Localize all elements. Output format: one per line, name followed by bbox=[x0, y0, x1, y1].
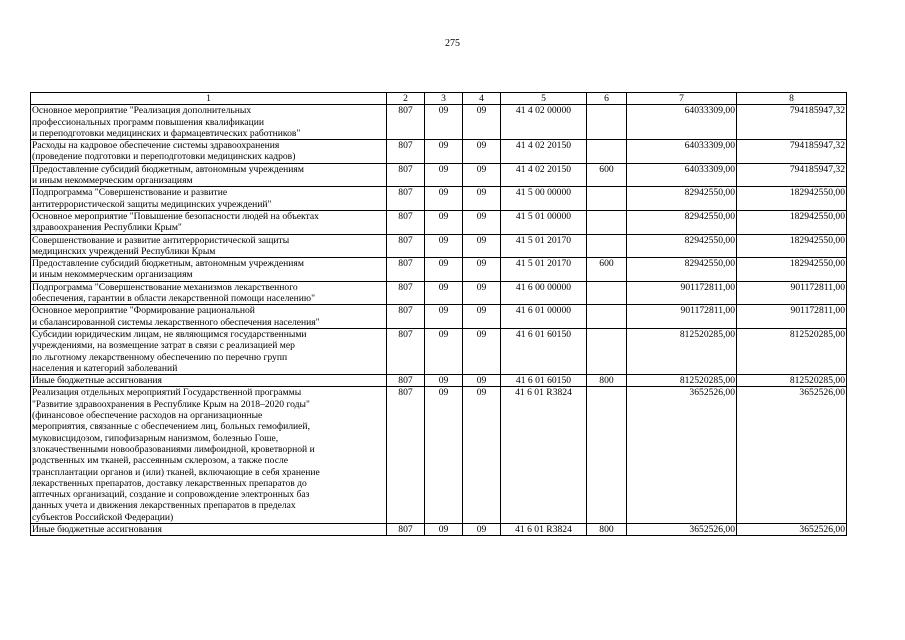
section-code-cell: 09 bbox=[425, 258, 463, 282]
subsection-code-cell: 09 bbox=[463, 234, 501, 258]
amount-year2-cell: 901172811,00 bbox=[737, 305, 847, 329]
row-name-cell: Иные бюджетные ассигнования bbox=[31, 523, 387, 535]
budget-table bbox=[30, 92, 847, 536]
table-body bbox=[31, 105, 847, 536]
section-code-cell: 09 bbox=[425, 234, 463, 258]
table-row bbox=[31, 105, 847, 140]
table-row bbox=[31, 523, 847, 535]
amount-year2-cell: 182942550,00 bbox=[737, 234, 847, 258]
amount-year2-cell: 794185947,32 bbox=[737, 163, 847, 187]
target-article-cell: 41 4 02 20150 bbox=[501, 163, 587, 187]
amount-year2-cell: 812520285,00 bbox=[737, 328, 847, 374]
header-cell: 3 bbox=[425, 93, 463, 105]
ministry-code-cell: 807 bbox=[387, 305, 425, 329]
section-code-cell: 09 bbox=[425, 523, 463, 535]
amount-year2-cell: 3652526,00 bbox=[737, 523, 847, 535]
target-article-cell: 41 5 01 00000 bbox=[501, 210, 587, 234]
ministry-code-cell: 807 bbox=[387, 523, 425, 535]
target-article-cell: 41 5 00 00000 bbox=[501, 187, 587, 211]
row-name-cell: Основное мероприятие "Формирование рациональной и сбалансированной системы лекарственного обеспечения населения" bbox=[31, 305, 387, 329]
section-code-cell: 09 bbox=[425, 305, 463, 329]
table-row bbox=[31, 328, 847, 374]
amount-year2-cell: 3652526,00 bbox=[737, 387, 847, 524]
row-name-cell: Основное мероприятие "Повышение безопасности людей на объектах здравоохранения Республики Крым" bbox=[31, 210, 387, 234]
table-row bbox=[31, 387, 847, 524]
amount-year1-cell: 82942550,00 bbox=[627, 234, 737, 258]
table-row bbox=[31, 375, 847, 387]
row-name-cell: Подпрограмма "Совершенствование и развитие антитеррористической защиты медицинских учреждений" bbox=[31, 187, 387, 211]
row-name-cell: Совершенствование и развитие антитеррористической защиты медицинских учреждений Республики Крым bbox=[31, 234, 387, 258]
target-article-cell: 41 6 01 60150 bbox=[501, 375, 587, 387]
page-number: 275 bbox=[445, 38, 460, 49]
ministry-code-cell: 807 bbox=[387, 234, 425, 258]
header-cell: 8 bbox=[737, 93, 847, 105]
expense-type-cell: 600 bbox=[587, 258, 627, 282]
ministry-code-cell: 807 bbox=[387, 375, 425, 387]
target-article-cell: 41 4 02 00000 bbox=[501, 105, 587, 140]
expense-type-cell bbox=[587, 328, 627, 374]
amount-year2-cell: 182942550,00 bbox=[737, 187, 847, 211]
section-code-cell: 09 bbox=[425, 387, 463, 524]
amount-year1-cell: 64033309,00 bbox=[627, 105, 737, 140]
ministry-code-cell: 807 bbox=[387, 387, 425, 524]
amount-year2-cell: 794185947,32 bbox=[737, 140, 847, 164]
section-code-cell: 09 bbox=[425, 105, 463, 140]
table-row bbox=[31, 187, 847, 211]
subsection-code-cell: 09 bbox=[463, 375, 501, 387]
target-article-cell: 41 6 00 00000 bbox=[501, 281, 587, 305]
expense-type-cell bbox=[587, 281, 627, 305]
row-name-cell: Иные бюджетные ассигнования bbox=[31, 375, 387, 387]
ministry-code-cell: 807 bbox=[387, 105, 425, 140]
subsection-code-cell: 09 bbox=[463, 328, 501, 374]
expense-type-cell: 800 bbox=[587, 375, 627, 387]
amount-year1-cell: 64033309,00 bbox=[627, 163, 737, 187]
section-code-cell: 09 bbox=[425, 140, 463, 164]
target-article-cell: 41 6 01 00000 bbox=[501, 305, 587, 329]
target-article-cell: 41 4 02 20150 bbox=[501, 140, 587, 164]
expense-type-cell bbox=[587, 140, 627, 164]
amount-year2-cell: 182942550,00 bbox=[737, 258, 847, 282]
amount-year2-cell: 812520285,00 bbox=[737, 375, 847, 387]
header-cell: 4 bbox=[463, 93, 501, 105]
section-code-cell: 09 bbox=[425, 328, 463, 374]
row-name-cell: Основное мероприятие "Реализация дополнительных профессиональных программ повышения квалификации и переподготовки медицинских и фармацевтических работников" bbox=[31, 105, 387, 140]
ministry-code-cell: 807 bbox=[387, 187, 425, 211]
section-code-cell: 09 bbox=[425, 281, 463, 305]
expense-type-cell bbox=[587, 234, 627, 258]
row-name-cell: Предоставление субсидий бюджетным, автономным учреждениям и иным некоммерческим организациям bbox=[31, 163, 387, 187]
amount-year1-cell: 82942550,00 bbox=[627, 210, 737, 234]
target-article-cell: 41 6 01 R3824 bbox=[501, 387, 587, 524]
table-row bbox=[31, 305, 847, 329]
header-cell: 6 bbox=[587, 93, 627, 105]
subsection-code-cell: 09 bbox=[463, 523, 501, 535]
expense-type-cell: 800 bbox=[587, 523, 627, 535]
ministry-code-cell: 807 bbox=[387, 210, 425, 234]
ministry-code-cell: 807 bbox=[387, 258, 425, 282]
ministry-code-cell: 807 bbox=[387, 281, 425, 305]
expense-type-cell bbox=[587, 210, 627, 234]
expense-type-cell bbox=[587, 305, 627, 329]
amount-year2-cell: 182942550,00 bbox=[737, 210, 847, 234]
amount-year1-cell: 812520285,00 bbox=[627, 328, 737, 374]
row-name-cell: Расходы на кадровое обеспечение системы здравоохранения (проведение подготовки и переподготовки медицинских кадров) bbox=[31, 140, 387, 164]
row-name-cell: Подпрограмма "Совершенствование механизмов лекарственного обеспечения, гарантии в области лекарственной помощи населению" bbox=[31, 281, 387, 305]
table-row bbox=[31, 210, 847, 234]
expense-type-cell bbox=[587, 187, 627, 211]
subsection-code-cell: 09 bbox=[463, 187, 501, 211]
expense-type-cell bbox=[587, 387, 627, 524]
target-article-cell: 41 5 01 20170 bbox=[501, 258, 587, 282]
expense-type-cell: 600 bbox=[587, 163, 627, 187]
ministry-code-cell: 807 bbox=[387, 163, 425, 187]
ministry-code-cell: 807 bbox=[387, 328, 425, 374]
amount-year2-cell: 901172811,00 bbox=[737, 281, 847, 305]
table-header-row bbox=[31, 93, 847, 105]
table-row bbox=[31, 234, 847, 258]
table-row bbox=[31, 258, 847, 282]
subsection-code-cell: 09 bbox=[463, 163, 501, 187]
subsection-code-cell: 09 bbox=[463, 140, 501, 164]
amount-year1-cell: 3652526,00 bbox=[627, 387, 737, 524]
table-row bbox=[31, 163, 847, 187]
amount-year1-cell: 901172811,00 bbox=[627, 281, 737, 305]
subsection-code-cell: 09 bbox=[463, 387, 501, 524]
section-code-cell: 09 bbox=[425, 163, 463, 187]
amount-year2-cell: 794185947,32 bbox=[737, 105, 847, 140]
header-cell: 5 bbox=[501, 93, 587, 105]
row-name-cell: Предоставление субсидий бюджетным, автономным учреждениям и иным некоммерческим организациям bbox=[31, 258, 387, 282]
target-article-cell: 41 6 01 R3824 bbox=[501, 523, 587, 535]
section-code-cell: 09 bbox=[425, 187, 463, 211]
row-name-cell: Реализация отдельных мероприятий Государственной программы "Развитие здравоохранения в Республике Крым на 2018–2020 годы" (финансовое обеспечение расходов на организационные мероприятия, связанные с обеспечением лиц, больных гемофилией, муковисцидозом, гипофизарным нанизмом, болезнью Гоше, злокачественными новообразованиями лимфоидной, кроветворной и родственных им тканей, рассеянным склерозом, а также после трансплантации органов и (или) тканей, включающие в себя хранение лекарственных препаратов, доставку лекарственных препаратов до аптечных организаций, создание и сопровождение электронных баз данных учета и движения лекарственных препаратов в пределах субъектов Российской Федерации) bbox=[31, 387, 387, 524]
subsection-code-cell: 09 bbox=[463, 281, 501, 305]
section-code-cell: 09 bbox=[425, 375, 463, 387]
header-cell: 1 bbox=[31, 93, 387, 105]
amount-year1-cell: 812520285,00 bbox=[627, 375, 737, 387]
row-name-cell: Субсидии юридическим лицам, не являющимся государственными учреждениями, на возмещение затрат в связи с реализацией мер по льготному лекарственному обеспечению по перечню групп населения и категорий заболеваний bbox=[31, 328, 387, 374]
subsection-code-cell: 09 bbox=[463, 258, 501, 282]
subsection-code-cell: 09 bbox=[463, 210, 501, 234]
header-cell: 7 bbox=[627, 93, 737, 105]
section-code-cell: 09 bbox=[425, 210, 463, 234]
amount-year1-cell: 82942550,00 bbox=[627, 258, 737, 282]
amount-year1-cell: 901172811,00 bbox=[627, 305, 737, 329]
table-row bbox=[31, 140, 847, 164]
amount-year1-cell: 82942550,00 bbox=[627, 187, 737, 211]
amount-year1-cell: 3652526,00 bbox=[627, 523, 737, 535]
expense-type-cell bbox=[587, 105, 627, 140]
header-cell: 2 bbox=[387, 93, 425, 105]
subsection-code-cell: 09 bbox=[463, 105, 501, 140]
amount-year1-cell: 64033309,00 bbox=[627, 140, 737, 164]
subsection-code-cell: 09 bbox=[463, 305, 501, 329]
table-row bbox=[31, 281, 847, 305]
target-article-cell: 41 6 01 60150 bbox=[501, 328, 587, 374]
ministry-code-cell: 807 bbox=[387, 140, 425, 164]
target-article-cell: 41 5 01 20170 bbox=[501, 234, 587, 258]
